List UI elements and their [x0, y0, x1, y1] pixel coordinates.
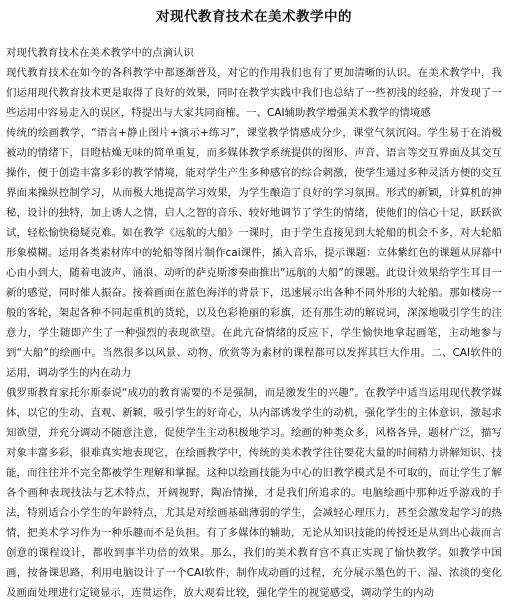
paragraph-intro: 现代教育技术在如今的各科教学中都逐渐普及，对它的作用我们也有了更加清晰的认识。在美术教学中，我们运用现代教育技术更是取得了良好的效果，同时在教学实践中我们也总结了一些初浅的经验，并发现了一些运用中容易走入的误区，特提出与大家共同商榷。一、CAI辅助教学增强美术教学的情境感 — [6, 67, 502, 119]
paragraph-cai-motivation: 俄罗斯教育家托尔斯泰说“成功的教育需要的不是强制，而是激发生的兴趣”。在教学中适当运用现代教学媒体，以它的生动、直观、新颖，吸引学生的好奇心，从内部诱发学生的动机，强化学生的主体意识，激起求知欲望，并充分调动不随意注意，促使学生主动积极地学习。绘画的种类众多，风格各异，题材广泛，描写对象丰富多彩，很难真实地表现它，在绘画教学中，传统的美术教学往往要花大量的时间精力讲解知识、技能，而往往并不完全都被学生理解和掌握。这种以绘画技能为中心的旧教学模式是不可取的，而让学生了解各个画种表现技法与艺术特点，开阔视野，陶冶情操，才是我们所追求的。电脑绘画中那种近乎游戏的手法，特别适合小学生的年龄特点，尤其是对绘画基础薄弱的学生，会减轻心理压力，甚至会激发起学习的热情，把美术学习作为一种乐趣而不是负担。有了多媒体的辅助，无论从知识技能的传授还是从到出心裁而言创意的课程设计，都收到事半功倍的效果。那么，我们的美术教育宫不真正实现了愉快教学。如教学中国画，按备课思路，利用电脑设计了一个CAI软件，制作成动画的过程，充分展示墨色的干、湿、浓淡的变化及画面处理进行定镜显示，连贯运作，放大观看比较，强化学生的视觉感受，调动学生的内动 — [6, 387, 502, 599]
document-title: 对现代教育技术在美术教学中的 — [156, 9, 352, 25]
document-subtitle: 对现代教育技术在美术教学中的点滴认识 — [6, 47, 194, 59]
paragraph-cai-situation: 传统的绘画教学，“语言+静止图片+演示+练习”，课堂教学情感成分少，课堂气氛沉闷。学生易于在消极被动的情绪下，目瞪枯燥无味的简单重复，而多媒体教学系统提供的图形、声音、语言等交互界面及其交互操作，便于创造丰富多彩的教学情境，能对学生产生多种感官的综合刺激，使学生通过多种灵活方便的交互界面来操纵控制学习，从而极大地提高学习效果，为学生酿造了良好的学习氛围。形式的新颖，计算机的神秘，设计的独特，加上诱人之情，启人之智的音乐、较好地调节了学生的情绪，使他们的信心十足，跃跃欲试，轻松愉快稳疑克难。如在教学《远航的大船》一课时，由于学生直接见到大轮船的机会不多，对大轮船形象模糊。运用各类素材库中的轮船等图片制作cai课件，插入音乐，提示课题：立体紫红色的课题从屏幕中心由小到大，随着电波声、涌浪、动听的萨克斯渗奏曲推出“远航的大船”的课题。此设计效果给学生耳目一新的感觉，同时催人振奋。接着画面在蓝色海洋的背景下，迅速展示出各种不同外形的大轮船。那如楼房一般的客轮，架起各种不同起重机的货轮，以及色彩艳丽的彩旗，还有那生动的解说词，深深地吸引学生的注意力，学生随即产生了一种强烈的表现欲望。在此亢奋情绪的反应下，学生愉快地拿起画笔，主动地参与到“大船”的绘画中。当然很多以风景、动物、欣赏等为素材的课程都可以发挥其巨大作用。二、CAI软件的运用，调动学生的内在动力 — [6, 127, 502, 379]
spacer — [6, 30, 502, 43]
